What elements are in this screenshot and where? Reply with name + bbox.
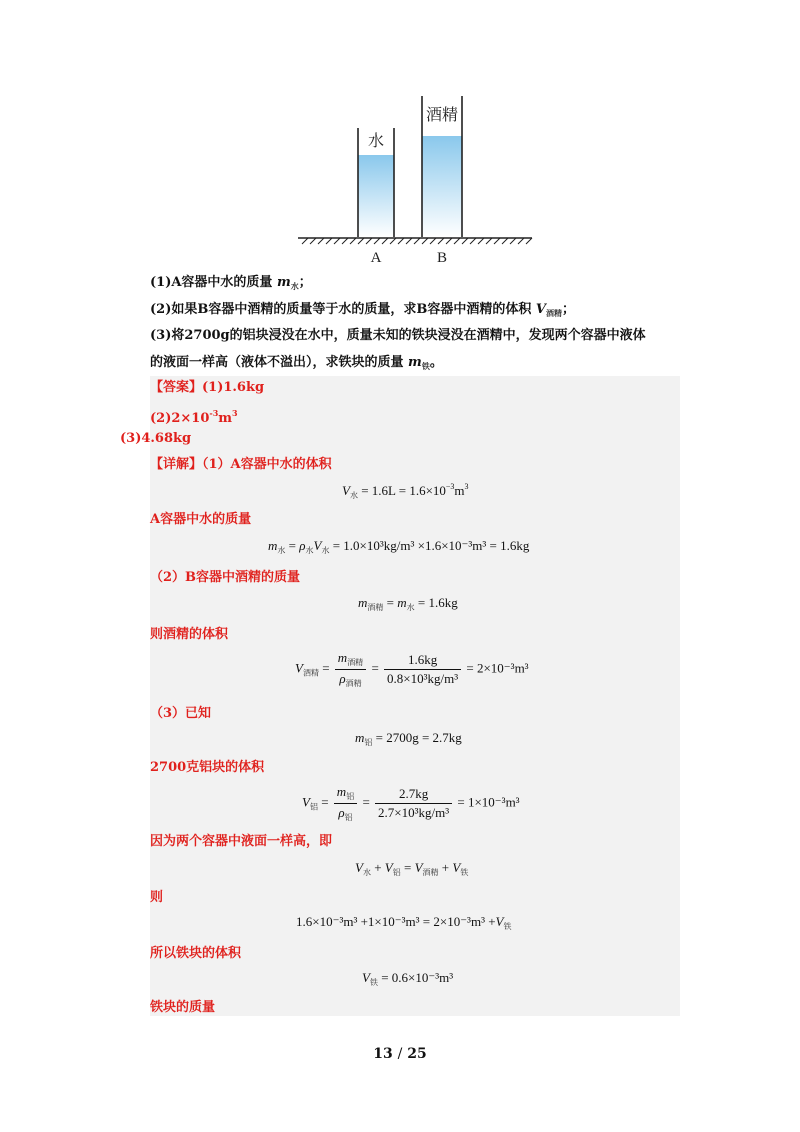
ground: [298, 238, 532, 244]
formula-5: $m_铝 = 2700g = 2.7kg$: [355, 730, 462, 747]
explain-heading-3: （2）B容器中酒精的质量: [150, 570, 301, 585]
q1-text: (1)A容器中水的质量: [150, 275, 273, 290]
formula-9-text: = 0.6×10⁻³m³: [381, 970, 454, 985]
formula-3-text: = 1.6kg: [417, 595, 458, 610]
page-total: 25: [407, 1046, 427, 1062]
q1-sub: 水: [290, 281, 299, 291]
q2-sub: 酒精: [545, 308, 562, 318]
q2-text: (2)如果B容器中酒精的质量等于水的质量，求B容器中酒精的体积: [150, 302, 532, 317]
answer-2: [150, 403, 238, 429]
answer-2-unit-exp: 3: [232, 408, 238, 418]
explain-heading-2: A容器中水的质量: [150, 512, 252, 527]
question-3-line2: [150, 353, 443, 376]
explain-heading-7: 因为两个容器中液面一样高，即: [150, 834, 333, 849]
explain-heading-10: 铁块的质量: [150, 1000, 216, 1015]
formula-7: $V_水 + V_铝 = V_{酒精} + V_铁$: [355, 860, 469, 877]
explain-heading-4: 则酒精的体积: [150, 627, 229, 642]
page-current: 13: [373, 1046, 393, 1062]
formula-9: $V_铁 = 0.6\times 10^{-3}m^3$: [362, 970, 454, 987]
formula-1: $V_水 = 1.6L = 1.6\times 10^{-3}m^3$: [342, 482, 469, 500]
formula-6-num: 2.7kg: [375, 786, 452, 804]
label-water: 水: [367, 131, 385, 150]
explain-heading-1: 【详解】（1）A容器中水的体积: [150, 457, 332, 472]
formula-8-text: 1.6×10⁻³m³ +1×10⁻³m³ = 2×10⁻³m³ +: [296, 914, 496, 929]
q3-var: m: [408, 355, 422, 370]
q3-end: 。: [429, 355, 443, 370]
answer-2-unit: m: [218, 411, 233, 426]
q3-sub: 铁: [421, 361, 430, 371]
formula-1-text: = 1.6L = 1.6×10: [361, 483, 446, 498]
question-2: [150, 300, 575, 323]
formula-4-end: = 2×10⁻³m³: [466, 660, 529, 676]
explain-heading-9: 所以铁块的体积: [150, 946, 242, 961]
page-number: [0, 1046, 800, 1062]
formula-4-num: 1.6kg: [384, 652, 461, 670]
formula-6-end: = 1×10⁻³m³: [457, 794, 520, 810]
page-separator: /: [397, 1046, 403, 1062]
label-b: B: [436, 250, 448, 266]
formula-2: $m_水 = \rho_水V_水 = 1.0\times 10^3kg/m^3 \times 1.6\times 10^{-3}m^3 = 1.6kg$: [268, 538, 530, 555]
q3-text: 的液面一样高（液体不溢出），求铁块的质量: [150, 355, 404, 370]
formula-5-text: = 2700g = 2.7kg: [375, 730, 462, 745]
explain-heading-8: 则: [150, 890, 164, 905]
explain-heading-5: （3）已知: [150, 706, 212, 721]
formula-4-den: 0.8×10³kg/m³: [387, 671, 459, 686]
label-a: A: [370, 250, 382, 266]
answer-3: (3)4.68kg: [120, 431, 192, 446]
q1-end: ；: [298, 275, 312, 290]
answer-2-exp: -3: [209, 408, 219, 418]
formula-4: $V_{酒精}$ = $\frac{m_{酒精}}{\rho_{酒精}}$ = $\frac{1.6kg}{\text{0.8×10³kg/m³}}$ = 2×10⁻³m³: [295, 650, 529, 688]
q2-end: ；: [561, 302, 575, 317]
formula-8: $1.6\times 10^{-3}m^3 +1\times 10^{-3}m^3 = 2\times 10^{-3}m^3 +V_铁$: [296, 914, 512, 931]
explain-heading-6: 2700克铝块的体积: [150, 760, 265, 775]
question-1: [150, 273, 312, 296]
formula-6-den: 2.7×10³kg/m³: [378, 805, 450, 820]
formula-3: $m_{酒精} = m_水 = 1.6kg$: [358, 595, 458, 612]
question-3-line1: (3)将2700g的铝块浸没在水中，质量未知的铁块浸没在酒精中，发现两个容器中液体: [150, 328, 646, 343]
label-alcohol: 酒精: [425, 105, 459, 124]
answer-1: 【答案】(1)1.6kg: [150, 380, 265, 395]
formula-6: $V_铝$ = $\frac{m_铝}{\rho_铝}$ = $\frac{2.7kg}{\text{2.7×10³kg/m³}}$ = 1×10⁻³m³: [302, 784, 520, 822]
containers-figure: [0, 0, 800, 270]
answer-2-value: (2)2×10: [150, 411, 210, 426]
q1-var: m: [276, 275, 291, 290]
formula-2-text: = 1.0×10³kg/m³ ×1.6×10⁻³m³ = 1.6kg: [332, 538, 530, 553]
q2-var: V: [535, 302, 546, 317]
